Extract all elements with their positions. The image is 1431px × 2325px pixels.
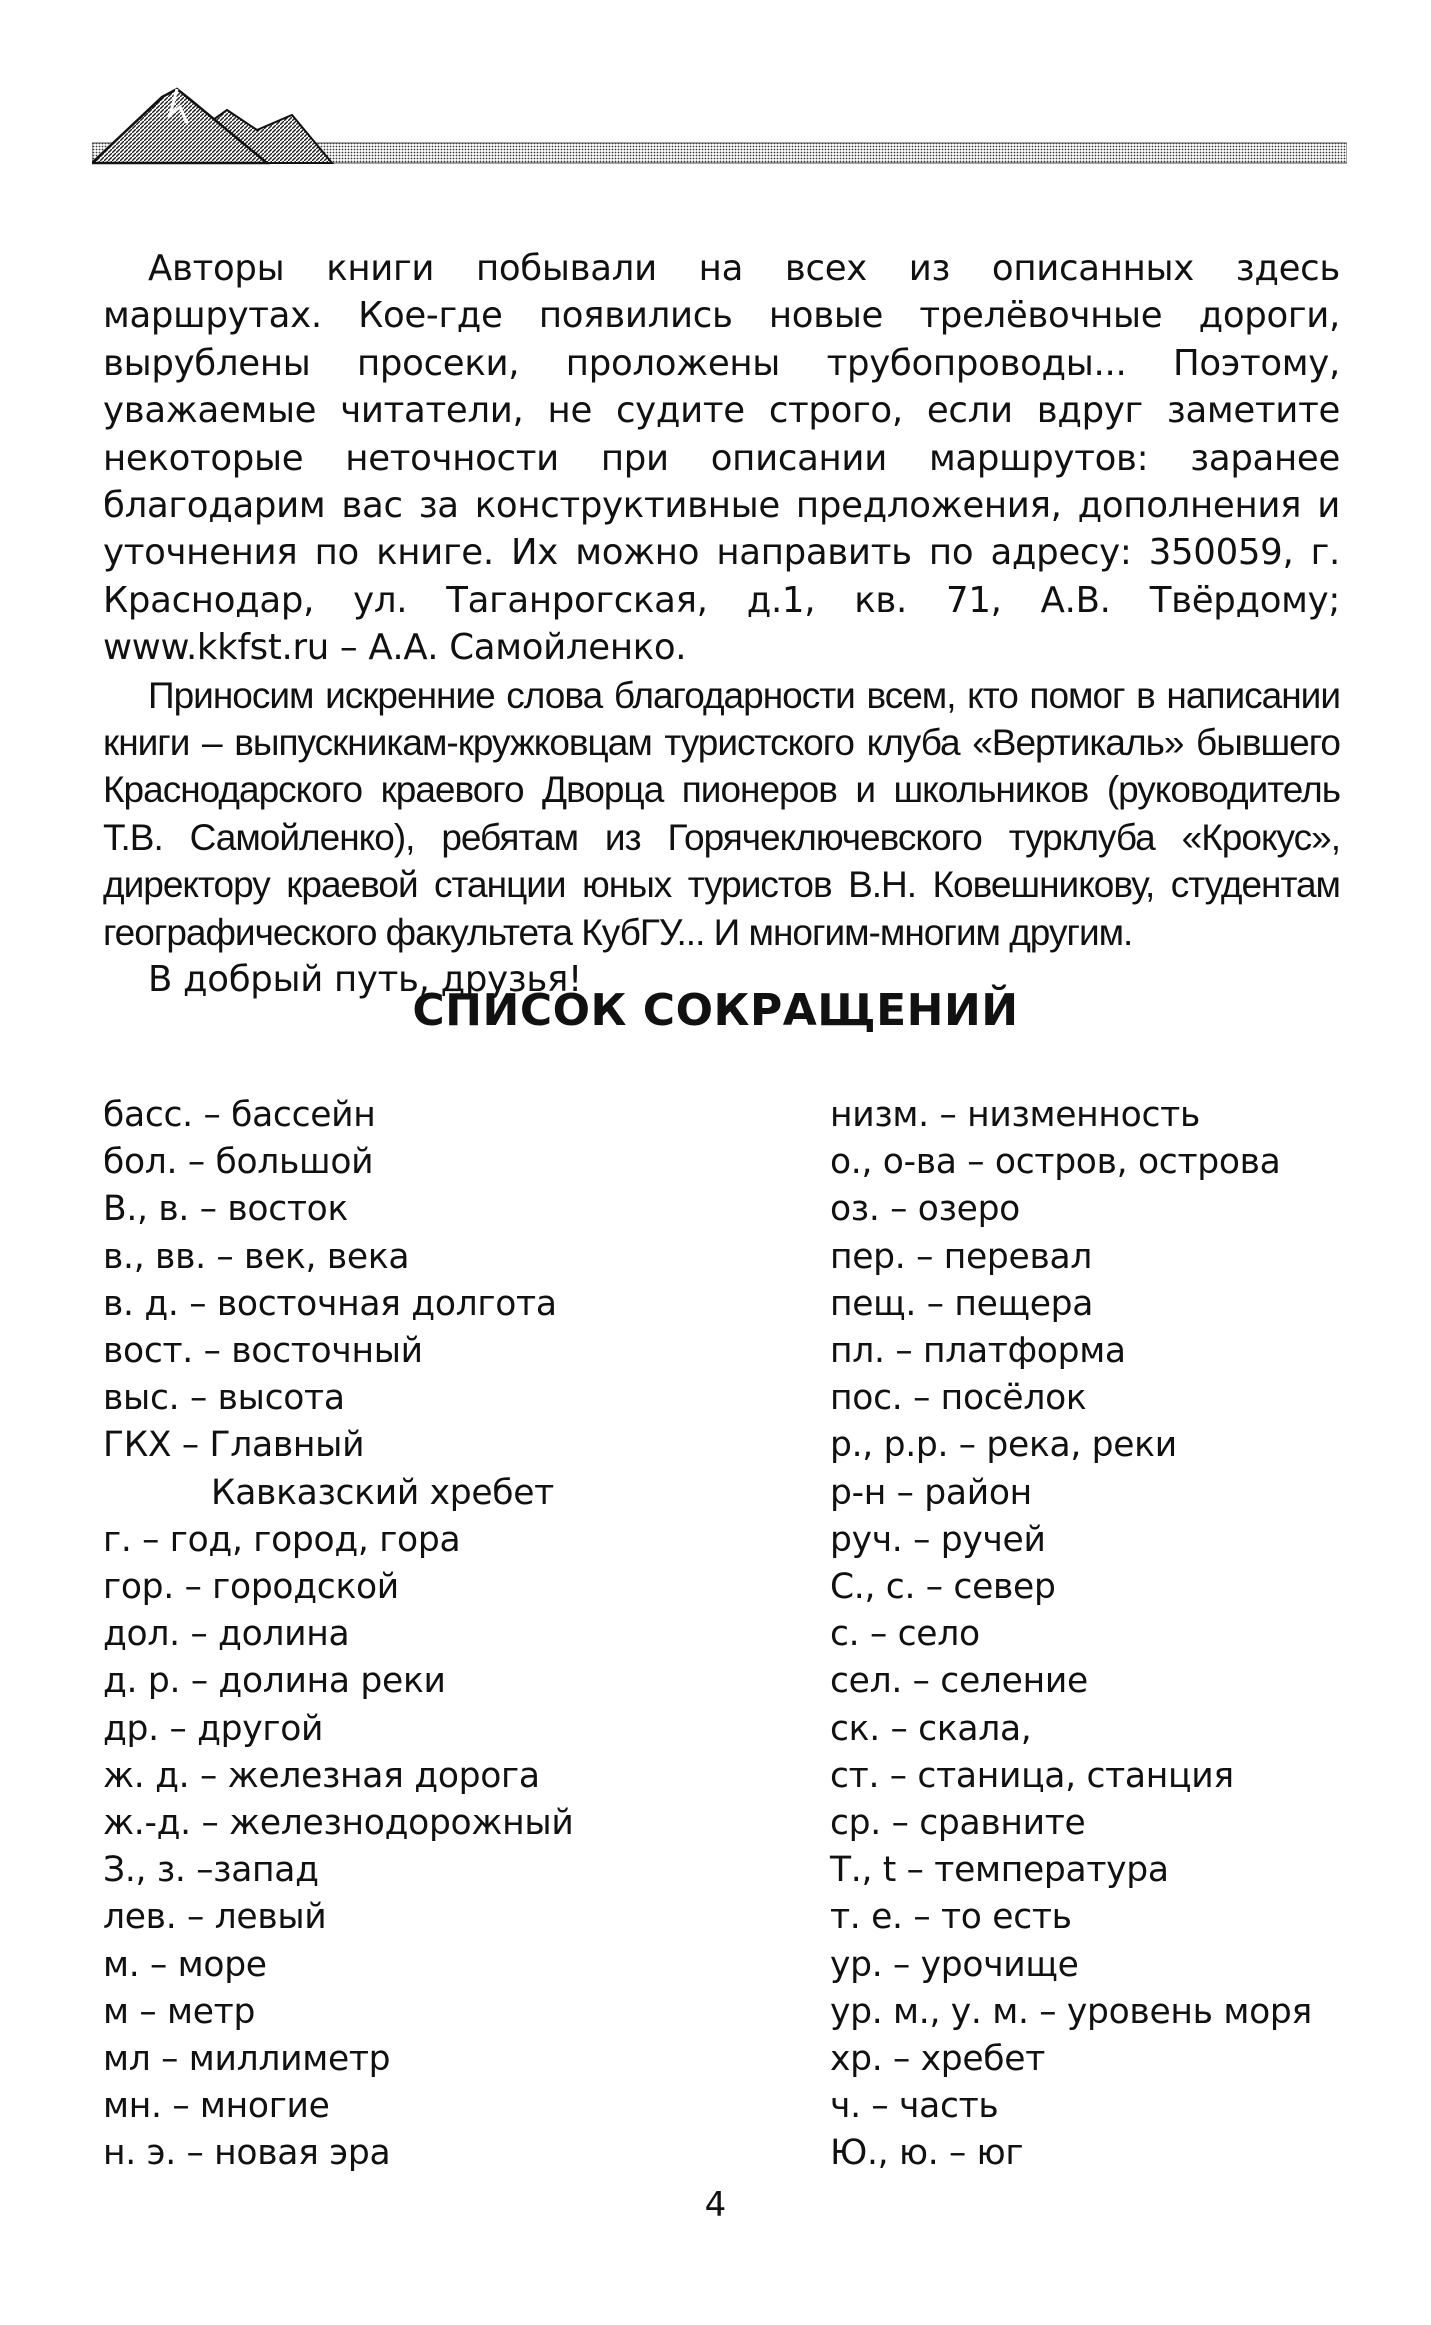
abbreviation-item: бол. – большой xyxy=(103,1142,374,1183)
abbreviations-right-column xyxy=(830,1092,1312,2178)
section-title: СПИСОК СОКРАЩЕНИЙ xyxy=(412,985,1019,1036)
abbreviation-item: с. – село xyxy=(830,1614,980,1655)
mountain-logo-icon xyxy=(92,85,1347,165)
abbreviation-item: выс. – высота xyxy=(103,1378,345,1419)
abbreviation-item: ур. – урочище xyxy=(830,1944,1079,1985)
abbreviation-item: Ю., ю. – юг xyxy=(830,2133,1024,2174)
abbreviation-item: в. д. – восточная долгота xyxy=(103,1283,557,1324)
abbreviation-item: пер. – перевал xyxy=(830,1236,1093,1277)
abbreviation-item: оз. – озеро xyxy=(830,1189,1020,1230)
abbreviation-item: р., р.р. – река, реки xyxy=(830,1425,1177,1466)
abbreviation-item: хр. – хребет xyxy=(830,2039,1046,2080)
abbreviation-item: о., о-ва – остров, острова xyxy=(830,1142,1281,1183)
abbreviation-item: В., в. – восток xyxy=(103,1189,349,1230)
abbreviation-item-continuation: Кавказский хребет xyxy=(211,1472,554,1513)
abbreviation-item: вост. – восточный xyxy=(103,1331,423,1372)
abbreviations-left-column xyxy=(103,1092,573,2178)
abbreviation-item: пл. – платформа xyxy=(830,1331,1126,1372)
abbreviation-item: Т., t – температура xyxy=(830,1850,1169,1891)
abbreviation-item: в., вв. – век, века xyxy=(103,1236,410,1277)
abbreviation-item: мн. – многие xyxy=(103,2086,330,2127)
abbreviation-item: ГКХ – Главный xyxy=(103,1425,365,1466)
abbreviation-item: ст. – станица, станция xyxy=(830,1755,1234,1796)
paragraph-acknowledgements: Приносим искренние слова благодарности всем, кто помог в написании книги – выпускникам-кружковцам туристского клуба «Вертикаль» бывшего Краснодарского краевого Дворца пионеров и школьников (руководитель Т.В. Самойленко), ребятам из Горячеключевского турклуба «Крокус», директору краевой станции юных туристов В.Н. Ковешникову, студентам географического факультета КубГУ... И многим-многим другим. xyxy=(103,674,1340,953)
abbreviation-item: н. э. – новая эра xyxy=(103,2133,391,2174)
abbreviation-item: др. – другой xyxy=(103,1708,324,1749)
abbreviation-item: лев. – левый xyxy=(103,1897,327,1938)
page-number: 4 xyxy=(704,2185,727,2225)
abbreviation-item: С., с. – север xyxy=(830,1567,1056,1608)
header-mountain-rule xyxy=(92,85,1347,165)
abbreviation-item: ур. м., у. м. – уровень моря xyxy=(830,1991,1312,2032)
abbreviation-item: ср. – сравните xyxy=(830,1803,1086,1844)
abbreviation-item: гор. – городской xyxy=(103,1567,399,1608)
abbreviation-item: басс. – бассейн xyxy=(103,1095,376,1135)
abbreviation-item: дол. – долина xyxy=(103,1614,350,1655)
abbreviation-item: мл – миллиметр xyxy=(103,2039,391,2080)
abbreviation-item: г. – год, город, гора xyxy=(103,1519,461,1560)
abbreviation-item: м. – море xyxy=(103,1944,267,1985)
body-text xyxy=(103,245,1340,1004)
abbreviation-item: ж. д. – железная дорога xyxy=(103,1755,540,1796)
abbreviation-item: пещ. – пещера xyxy=(830,1283,1094,1324)
abbreviation-item: д. р. – долина реки xyxy=(103,1661,446,1702)
abbreviation-item: руч. – ручей xyxy=(830,1519,1046,1560)
abbreviation-item: ск. – скала, xyxy=(830,1708,1032,1749)
abbreviation-item: р-н – район xyxy=(830,1472,1032,1513)
abbreviation-item: м – метр xyxy=(103,1991,256,2032)
abbreviation-item: ч. – часть xyxy=(830,2086,999,2127)
abbreviation-item: т. е. – то есть xyxy=(830,1897,1072,1938)
abbreviation-item: сел. – селение xyxy=(830,1661,1088,1702)
paragraph-farewell: В добрый путь, друзья! xyxy=(148,959,582,1001)
abbreviation-item: ж.-д. – железнодорожный xyxy=(103,1803,574,1844)
abbreviation-item: низм. – низменность xyxy=(830,1095,1200,1135)
abbreviation-item: пос. – посёлок xyxy=(830,1378,1087,1419)
paragraph-authors-note: Авторы книги побывали на всех из описанных здесь маршрутах. Кое-где появились новые трелёвочные дороги, вырублены просеки, проложены трубопроводы... Поэтому, уважаемые читатели, не судите строго, если вдруг заметите некоторые неточности при описании маршрутов: заранее благодарим вас за конструктивные предложения, дополнения и уточнения по книге. Их можно направить по адресу: 350059, г. Краснодар, ул. Таганрогская, д.1, кв. 71, А.В. Твёрдому; www.kkfst.ru – А.А. Самойленко. xyxy=(103,248,1340,669)
abbreviation-item: З., з. –запад xyxy=(103,1850,319,1891)
